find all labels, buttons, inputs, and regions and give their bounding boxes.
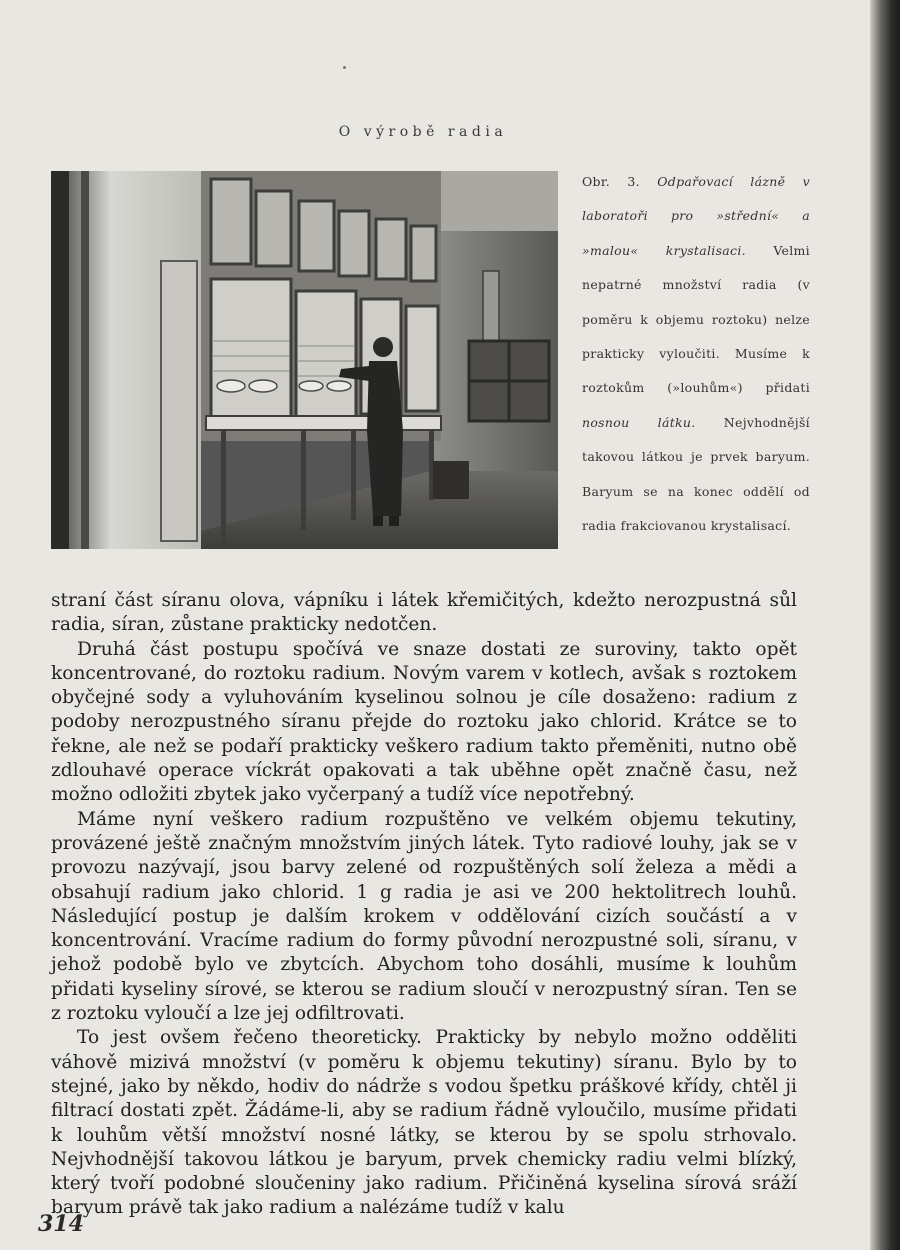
main-text (51, 589, 797, 1221)
page-edge-shadow (870, 0, 900, 1250)
running-header: O výrobě radia (338, 124, 508, 140)
laboratory-photo (51, 171, 558, 549)
caption-side-text-italic: nosnou látku. (582, 414, 696, 430)
caption-label: Obr. 3. (582, 174, 640, 189)
paragraph: To jest ovšem řečeno theoreticky. Prakticky by nebylo možno odděliti váhově mizivá množství (v poměru k objemu tekutiny) síranu. Bylo by to stejné, jako by někdo, hodiv do nádrže s vodou špetku práškové křídy, chtěl ji filtrací dostati zpět. Žádáme-li, aby se radium řádně vyloučilo, musíme přidati k louhům větší množství nosné látky, se kterou by se spolu strhovalo. Nejvhodnější takovou látkou je baryum, prvek chemicky radiu velmi blízký, který tvoří podobné sloučeniny jako radium. Přičiněná kyselina sírová sráží baryum právě tak jako radium a nalézáme tudíž v kalu (51, 1027, 797, 1219)
paragraph: Máme nyní veškero radium rozpuštěno ve velkém objemu tekutiny, provázené ještě značným množstvím jiných látek. Tyto radiové louhy, jak se v provozu nazývají, jsou barvy zelené od rozpuštěných solí železa a mědi a obsahují radium jako chlorid. 1 g radia je asi ve 200 hektolitrech louhů. Následující postup je dalším krokem v oddělování cizích součástí a v koncentrování. Vracíme radium do formy původní nerozpustné soli, síranu, v jehož podobě bylo ve zbytcích. Abychom toho dosáhli, musíme k louhům přidati kyseliny sírové, se kterou se radium sloučí v nerozpustný síran. Ten se z roztoku vyloučí a lze jej odfiltrovati. (51, 808, 797, 1025)
paragraph: Druhá část postupu spočívá ve snaze dostati ze suroviny, takto opět koncentrované, do roztoku radium. Novým varem v kotlech, avšak s roztokem obyčejné sody a vyluhováním kyselinou solnou je cíle dosaženo: radium z podoby nerozpustného síranu přejde do roztoku jako chlorid. Krátce se to řekne, ale než se podaří prakticky veškero radium takto přeměniti, nutno obě zdlouhavé operace víckrát opakovati a tak uběhne opět značně času, než možno odložiti zbytek jako vyčerpaný a tudíž více nepotřebný. (51, 638, 797, 806)
caption-title: Odpařovací lázně v laboratoři pro »střední« a »malou« krystalisaci. (582, 174, 810, 258)
caption-side-text-2: Nejvhodnější takovou látkou je prvek baryum. Baryum se na konec oddělí od radia frakciovanou krystalisací. (582, 414, 810, 534)
paragraph: straní část síranu olova, vápníku i látek křemičitých, kdežto nerozpustná sůl radia, síran, zůstane prakticky nedotčen. (51, 590, 797, 636)
caption-side-text-1: Velmi nepatrné množství radia (v poměru k objemu roztoku) nelze prakticky vyloučiti. Musíme k roztokům (»louhům«) přidati (582, 242, 810, 396)
figure-caption (582, 165, 810, 543)
page-number: 314 (38, 1211, 84, 1237)
laboratory-photo-illustration (51, 171, 558, 549)
print-speck (343, 66, 346, 69)
